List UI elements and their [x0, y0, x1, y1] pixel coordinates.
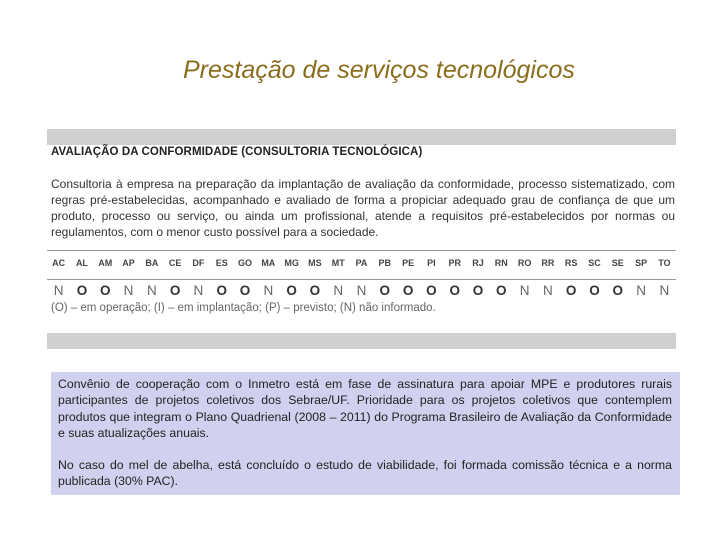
section-description: Consultoria à empresa na preparação da implantação de avaliação da conformidade, processo sistematizado, com regras pré-estabelecidas, acompanhado e avaliado de forma a propiciar adequado grau de confiança de que um produto, processo ou serviço, ou ainda um profissional, atende a requisitos pré-estabelecidos por normas ou regulamentos, com o menor custo possível para a sociedade.	[51, 177, 675, 239]
state-header-row	[47, 258, 676, 268]
state-code: PA	[355, 258, 368, 268]
state-status: N	[356, 283, 367, 298]
table-divider-middle	[47, 279, 676, 280]
state-status: O	[496, 283, 507, 298]
state-code: AM	[98, 258, 113, 268]
state-code: PE	[402, 258, 415, 268]
state-status: O	[239, 283, 251, 298]
state-status: N	[123, 283, 134, 298]
state-code: RJ	[472, 258, 484, 268]
state-code: RS	[564, 258, 578, 268]
state-status: O	[169, 283, 181, 298]
state-code: PB	[378, 258, 392, 268]
footer-bar	[47, 333, 676, 349]
state-status: O	[472, 283, 484, 298]
status-legend: (O) – em operação; (I) – em implantação; (P) – previsto; (N) não informado.	[51, 302, 436, 314]
state-status: N	[519, 283, 530, 298]
section-heading: AVALIAÇÃO DA CONFORMIDADE (CONSULTORIA TECNOLÓGICA)	[51, 146, 423, 158]
state-code: SP	[635, 258, 648, 268]
state-code: ES	[215, 258, 228, 268]
state-status: N	[543, 283, 553, 298]
state-code: MG	[284, 258, 299, 268]
state-status: N	[146, 283, 157, 298]
state-code: MA	[261, 258, 276, 268]
state-code: RN	[494, 258, 508, 268]
state-code: DF	[192, 258, 205, 268]
state-status: N	[193, 283, 204, 298]
state-code: PI	[427, 258, 436, 268]
state-code: AL	[75, 258, 88, 268]
state-status: O	[449, 283, 460, 298]
slide-title: Prestação de serviços tecnológicos	[183, 56, 575, 84]
state-status: O	[589, 283, 600, 298]
state-status: O	[402, 283, 414, 298]
state-code: AC	[52, 258, 66, 268]
state-code: CE	[168, 258, 182, 268]
state-code: PR	[448, 258, 461, 268]
state-code: MT	[331, 258, 345, 268]
state-status: O	[379, 283, 391, 298]
header-bar	[47, 129, 676, 145]
state-code: TO	[658, 258, 671, 268]
state-code: SE	[611, 258, 624, 268]
table-divider-top	[47, 250, 676, 251]
state-code: RO	[517, 258, 532, 268]
state-status: N	[53, 283, 64, 298]
state-status: O	[565, 283, 577, 298]
state-code: GO	[238, 258, 253, 268]
state-status: N	[263, 283, 274, 298]
state-status: N	[636, 283, 646, 298]
state-status: O	[76, 283, 88, 298]
note-paragraph-1: Convênio de cooperação com o Inmetro está em fase de assinatura para apoiar MPE e produtores rurais participantes de projetos coletivos dos Sebrae/UF. Prioridade para os projetos coletivos que contemplem produtos que integram o Plano Quadrienal (2008 – 2011) do Programa Brasileiro de Avaliação da Conformidade e suas atualizações anuais.	[58, 377, 672, 440]
state-status: O	[99, 283, 111, 298]
state-status: O	[612, 283, 624, 298]
state-code: BA	[145, 258, 159, 268]
state-code: AP	[122, 258, 135, 268]
status-row	[47, 283, 676, 298]
state-status: O	[286, 283, 297, 298]
note-box	[51, 372, 680, 495]
state-code: RR	[541, 258, 555, 268]
state-status: N	[659, 283, 670, 298]
state-status: O	[216, 283, 227, 298]
note-paragraph-2: No caso do mel de abelha, está concluído o estudo de viabilidade, foi formada comissão técnica e a norma publicada (30% PAC).	[58, 458, 672, 489]
state-status: O	[426, 283, 437, 298]
state-status: N	[333, 283, 344, 298]
state-code: SC	[588, 258, 601, 268]
state-code: MS	[308, 258, 322, 268]
state-status: O	[309, 283, 321, 298]
